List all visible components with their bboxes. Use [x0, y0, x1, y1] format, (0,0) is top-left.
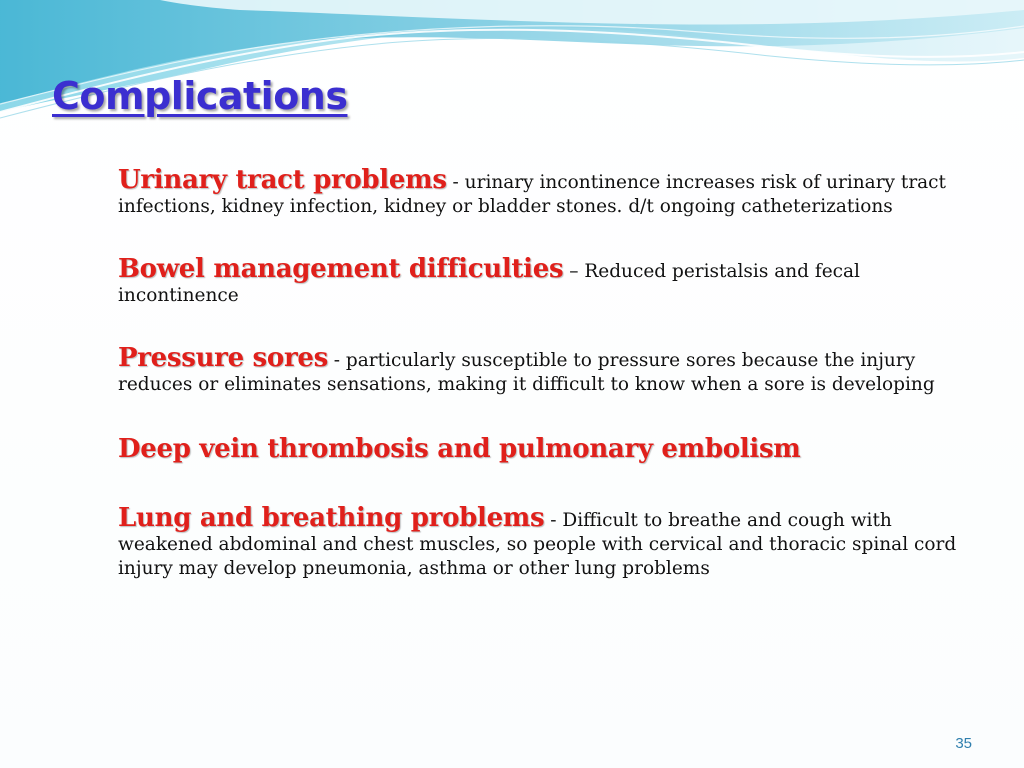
item-term: Lung and breathing problems	[118, 503, 545, 533]
list-item	[118, 343, 970, 397]
item-term: Deep vein thrombosis and pulmonary embolism	[118, 434, 801, 464]
item-description: - urinary incontinence increases risk of urinary tract infections, kidney infection, kidney or bladder stones. d/t ongoing catheterizations	[118, 172, 946, 217]
item-term: Pressure sores	[118, 343, 328, 373]
item-description: - particularly susceptible to pressure sores because the injury reduces or eliminates sensations, making it difficult to know when a sore is developing	[118, 350, 935, 395]
item-description: - Difficult to breathe and cough with weakened abdominal and chest muscles, so people with cervical and thoracic spinal cord injury may develop pneumonia, asthma or other lung problems	[118, 510, 957, 579]
list-item	[118, 434, 970, 464]
complications-list	[118, 165, 970, 581]
item-term: Bowel management difficulties	[118, 254, 564, 284]
list-item	[118, 165, 970, 219]
slide-page-number: 35	[955, 735, 972, 752]
slide-title: Complications	[52, 74, 348, 118]
list-item	[118, 254, 970, 308]
item-description: – Reduced peristalsis and fecal incontinence	[118, 261, 860, 306]
list-item	[118, 503, 970, 581]
item-term: Urinary tract problems	[118, 165, 447, 195]
